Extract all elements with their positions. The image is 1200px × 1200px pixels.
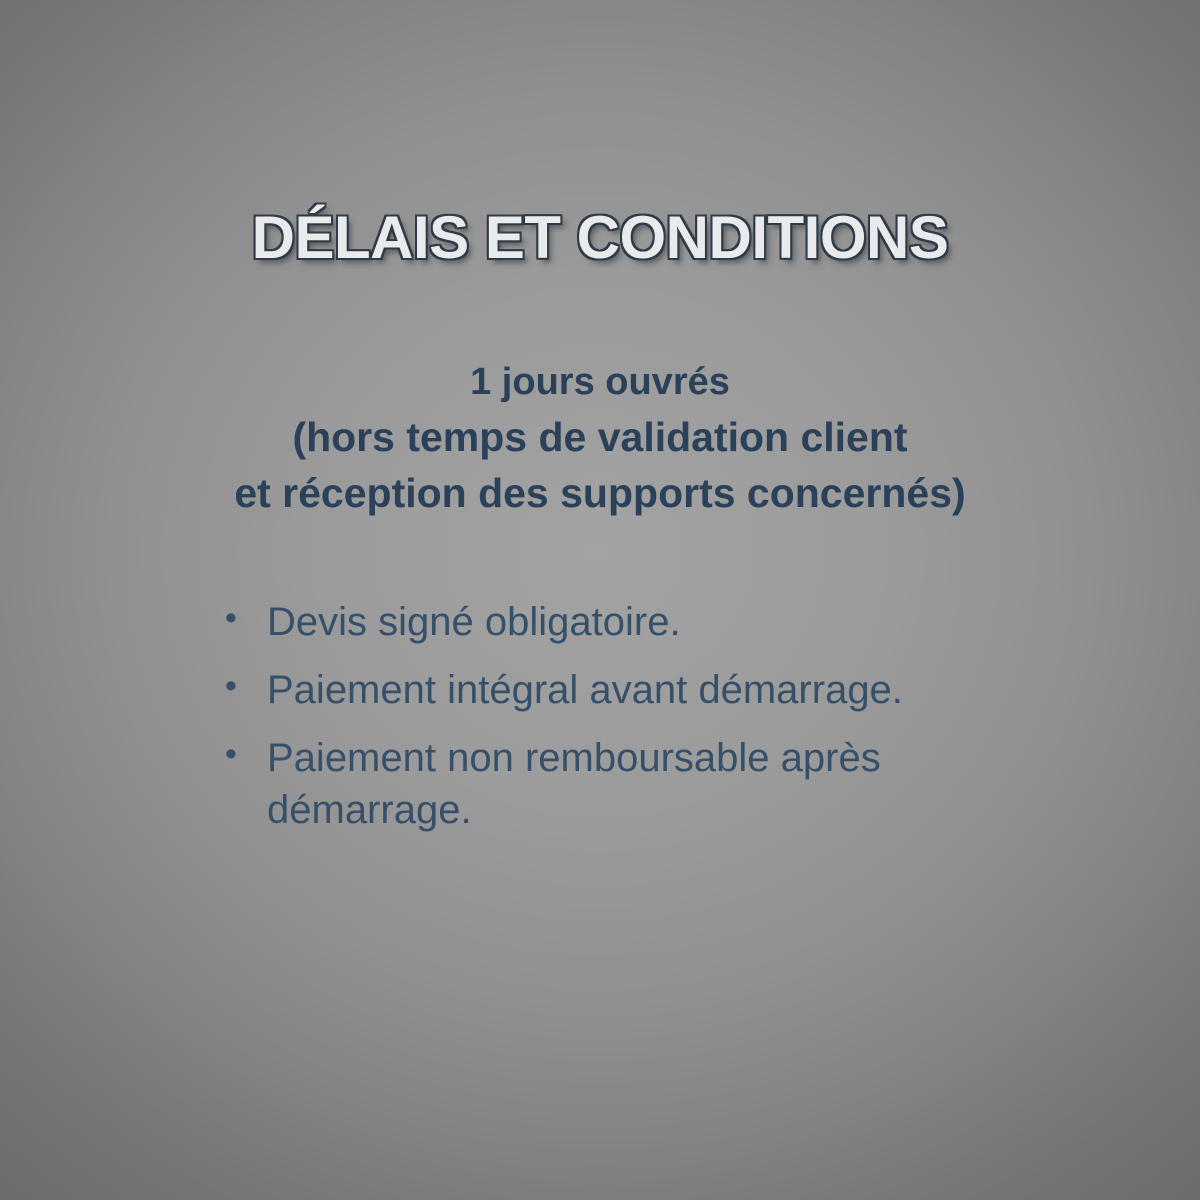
- list-item-label: Paiement intégral avant démarrage.: [267, 667, 903, 712]
- bullet-dot-icon: •: [225, 598, 237, 637]
- list-item: [225, 664, 1005, 716]
- page-title: DÉLAIS ET CONDITIONS: [251, 204, 949, 271]
- list-item: [225, 732, 1005, 836]
- conditions-list: [225, 596, 1005, 852]
- bullet-dot-icon: •: [225, 666, 237, 705]
- list-item: [225, 596, 1005, 648]
- subtitle-line-3: et réception des supports concernés): [234, 470, 966, 517]
- subtitle-block: [70, 356, 1130, 522]
- list-item-label: Paiement non remboursable après démarrage.: [267, 735, 881, 832]
- list-item-label: Devis signé obligatoire.: [267, 599, 681, 644]
- subtitle-line-1: 1 jours ouvrés: [470, 361, 730, 404]
- subtitle-line-2: (hors temps de validation client: [292, 413, 908, 460]
- bullet-dot-icon: •: [225, 734, 237, 773]
